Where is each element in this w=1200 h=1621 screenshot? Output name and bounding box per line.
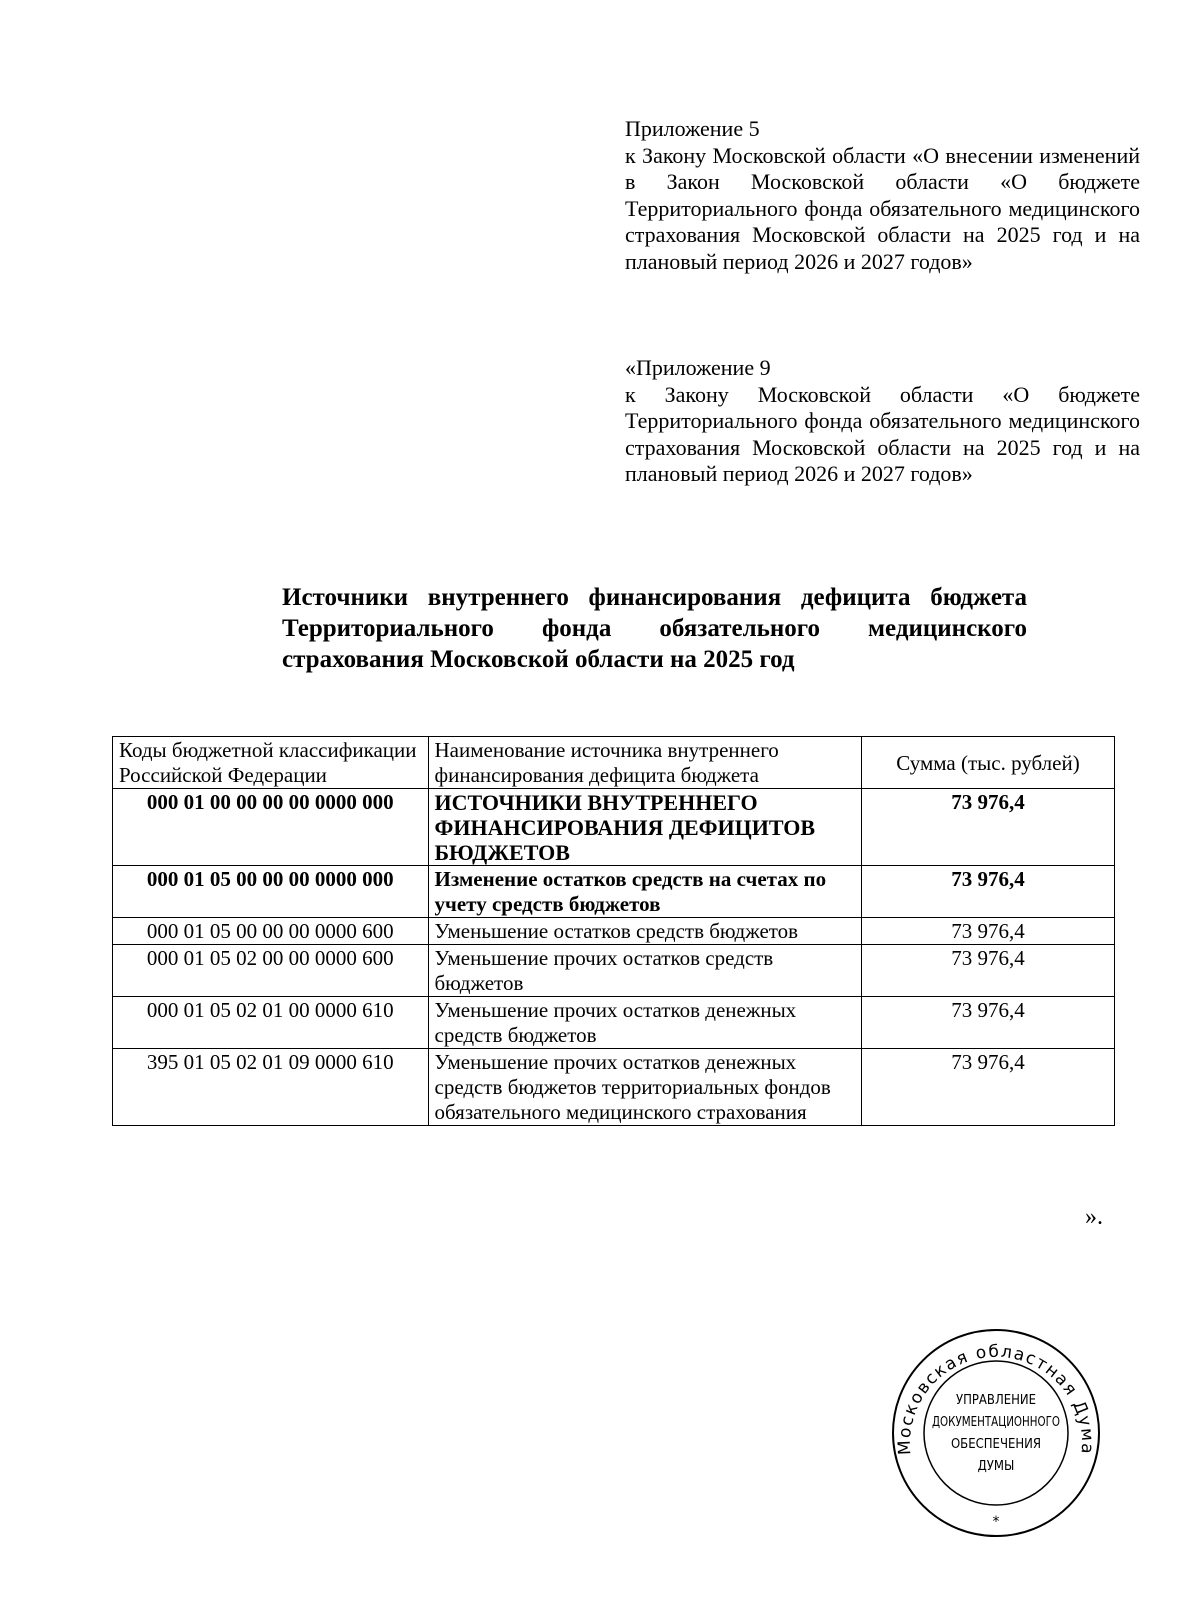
- stamp-line: ДОКУМЕНТАЦИОННОГО: [932, 1415, 1060, 1430]
- row-sum: 73 976,4: [861, 1049, 1114, 1126]
- annex-9-header: [625, 355, 1140, 488]
- row-sum: 73 976,4: [861, 945, 1114, 997]
- row-name: Уменьшение прочих остатков денежных средств бюджетов территориальных фондов обязательного медицинского страхования: [428, 1049, 861, 1126]
- annex-9-text: к Закону Московской области «О бюджете Территориального фонда обязательного медицинского страхования Московской области на 2025 год и на плановый период 2026 и 2027 годов»: [625, 381, 1140, 486]
- annex-9-title: «Приложение 9: [625, 355, 771, 380]
- stamp-seal-graphic: [871, 1328, 1121, 1538]
- table-row: [113, 866, 1115, 918]
- table-header-row: [113, 737, 1115, 789]
- header-source-name: Наименование источника внутреннего финансирования дефицита бюджета: [428, 737, 861, 789]
- row-code: 000 01 00 00 00 00 0000 000: [113, 789, 429, 866]
- row-name: Уменьшение прочих остатков денежных средств бюджетов: [428, 997, 861, 1049]
- row-sum: 73 976,4: [861, 866, 1114, 918]
- row-code: 000 01 05 02 00 00 0000 600: [113, 945, 429, 997]
- table-row: [113, 789, 1115, 866]
- financing-sources-table: [112, 736, 1115, 1126]
- row-name: Уменьшение остатков средств бюджетов: [428, 918, 861, 945]
- row-sum: 73 976,4: [861, 997, 1114, 1049]
- stamp-center-text: [932, 1393, 1060, 1474]
- document-title: Источники внутреннего финансирования дефицита бюджета Территориального фонда обязательного медицинского страхования Московской области на 2025 год: [282, 584, 1027, 673]
- header-sum: Сумма (тыс. рублей): [861, 737, 1114, 789]
- row-name: ИСТОЧНИКИ ВНУТРЕННЕГО ФИНАНСИРОВАНИЯ ДЕФИЦИТОВ БЮДЖЕТОВ: [428, 789, 861, 866]
- row-code: 395 01 05 02 01 09 0000 610: [113, 1049, 429, 1126]
- official-stamp: [871, 1328, 1121, 1538]
- row-sum: 73 976,4: [861, 918, 1114, 945]
- row-code: 000 01 05 02 01 00 0000 610: [113, 997, 429, 1049]
- row-sum: 73 976,4: [861, 789, 1114, 866]
- table-row: [113, 997, 1115, 1049]
- table-row: [113, 1049, 1115, 1126]
- annex-5-text: к Закону Московской области «О внесении изменений в Закон Московской области «О бюджете Территориального фонда обязательного медицинского страхования Московской области на 2025 год и на плановый период 2026 и 2027 годов»: [625, 142, 1140, 274]
- annex-5-header: [625, 116, 1140, 275]
- closing-quote-mark: ».: [1085, 1204, 1103, 1230]
- stamp-asterisk: *: [992, 1514, 1000, 1530]
- annex-5-title: Приложение 5: [625, 116, 760, 141]
- row-name: Уменьшение прочих остатков средств бюджетов: [428, 945, 861, 997]
- table-row: [113, 918, 1115, 945]
- stamp-line: УПРАВЛЕНИЕ: [955, 1393, 1037, 1408]
- stamp-line: ДУМЫ: [977, 1459, 1015, 1474]
- row-code: 000 01 05 00 00 00 0000 000: [113, 866, 429, 918]
- table-row: [113, 945, 1115, 997]
- row-code: 000 01 05 00 00 00 0000 600: [113, 918, 429, 945]
- header-codes: Коды бюджетной классификации Российской Федерации: [113, 737, 429, 789]
- stamp-line: ОБЕСПЕЧЕНИЯ: [950, 1437, 1042, 1452]
- stamp-inner-ring: [924, 1361, 1068, 1505]
- stamp-ring-text: Московская областная Дума: [894, 1341, 1098, 1456]
- row-name: Изменение остатков средств на счетах по учету средств бюджетов: [428, 866, 861, 918]
